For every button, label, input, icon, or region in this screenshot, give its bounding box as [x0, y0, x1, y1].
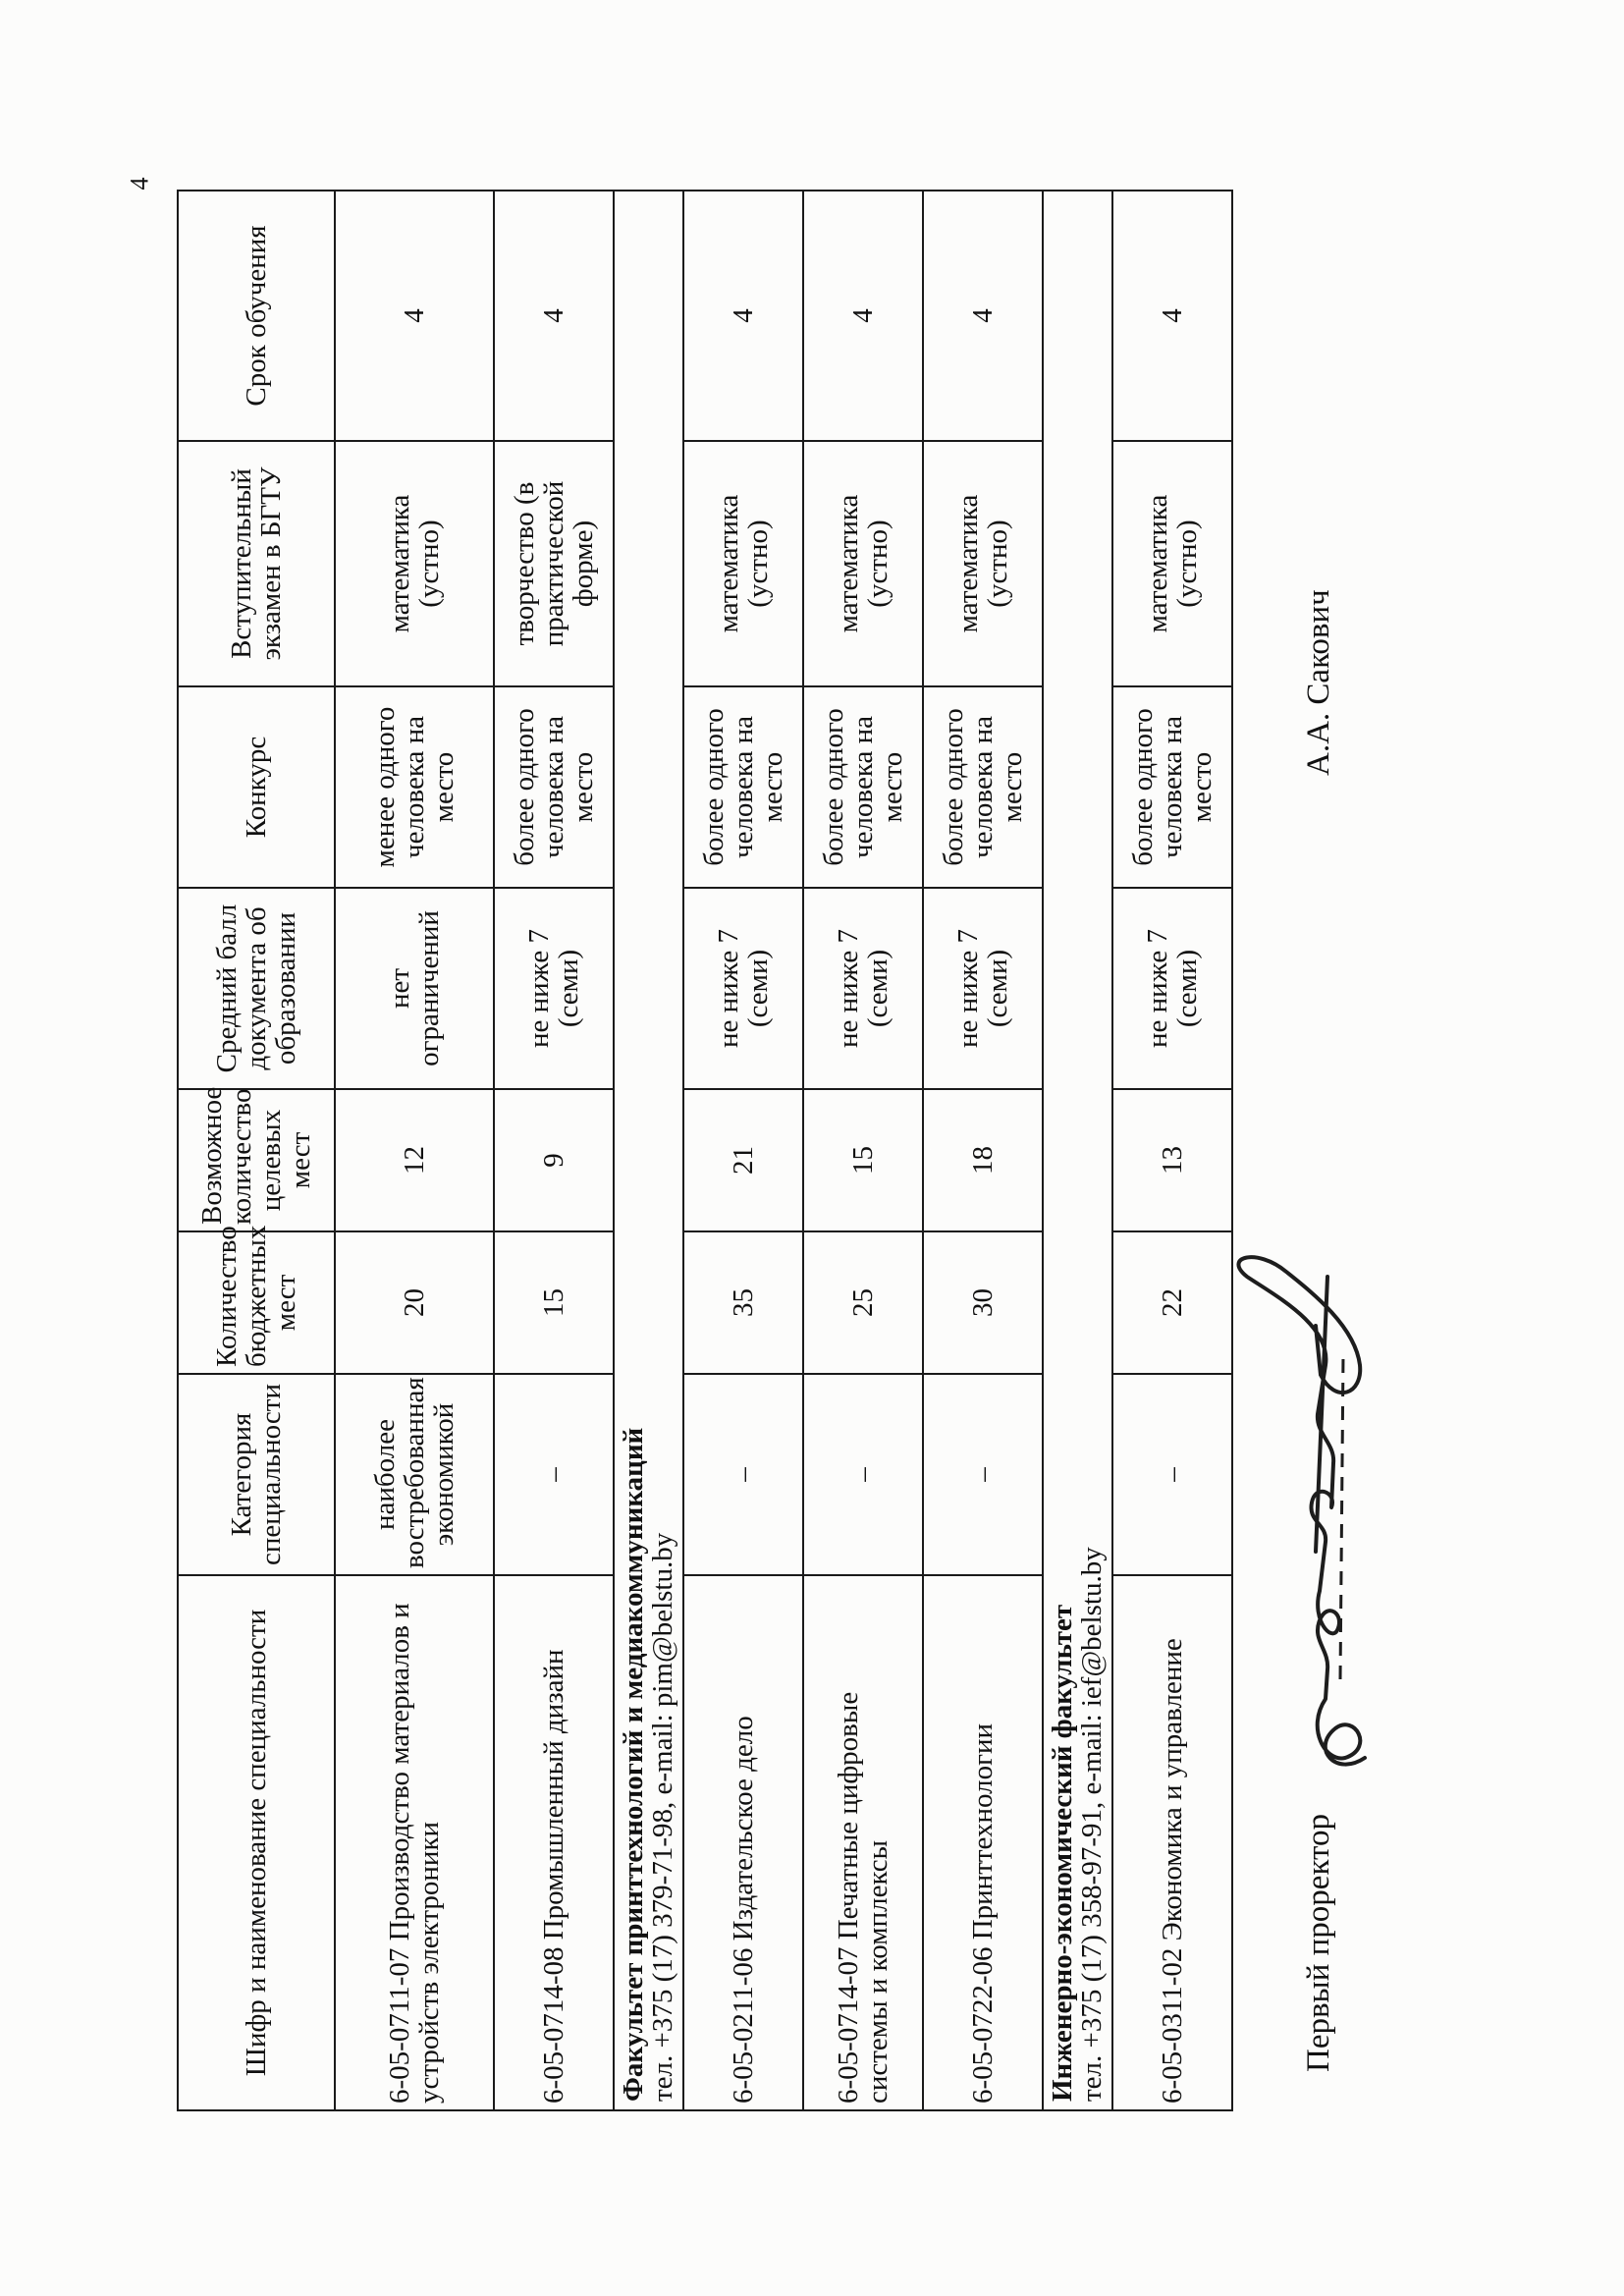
handwritten-signature	[1218, 1237, 1404, 1787]
header-target-places: Возможное количество целевых мест	[178, 1089, 335, 1231]
header-competition: Конкурс	[178, 686, 335, 888]
faculty-contact: тел. +375 (17) 358-97-91, e-mail: ief@belstu.by	[1076, 1547, 1109, 2102]
cell-competition: более одного человека на место	[803, 686, 923, 888]
cell-target-places: 13	[1112, 1089, 1232, 1231]
cell-avg-score: не ниже 7 (семи)	[683, 888, 803, 1089]
cell-code-name: 6-05-0714-08 Промышленный дизайн	[494, 1575, 614, 2110]
rotated-page-content	[177, 147, 1404, 2111]
header-budget-places: Количество бюджетных мест	[178, 1231, 335, 1374]
faculty-name: Инженерно-экономический факультет	[1046, 1604, 1078, 2102]
cell-target-places: 12	[335, 1089, 494, 1231]
cell-target-places: 15	[803, 1089, 923, 1231]
cell-duration: 4	[1112, 191, 1232, 441]
cell-avg-score: нет ограничений	[335, 888, 494, 1089]
signature-block	[1208, 191, 1404, 2111]
cell-avg-score: не ниже 7 (семи)	[494, 888, 614, 1089]
signer-name: А.А. Сакович	[1301, 589, 1336, 776]
cell-budget-places: 22	[1112, 1231, 1232, 1374]
cell-competition: более одного человека на место	[1112, 686, 1232, 888]
cell-competition: более одного человека на место	[683, 686, 803, 888]
faculty-name: Факультет принттехнологий и медиакоммуникаций	[618, 1427, 649, 2102]
cell-exam: математика (устно)	[1112, 441, 1232, 686]
cell-avg-score: не ниже 7 (семи)	[923, 888, 1043, 1089]
faculty-contact: тел. +375 (17) 379-71-98, e-mail: pim@belstu.by	[647, 1532, 679, 2102]
header-duration: Срок обучения	[178, 191, 335, 441]
cell-budget-places: 15	[494, 1231, 614, 1374]
cell-code-name: 6-05-0311-02 Экономика и управление	[1112, 1575, 1232, 2110]
cell-avg-score: не ниже 7 (семи)	[803, 888, 923, 1089]
cell-budget-places: 30	[923, 1231, 1043, 1374]
cell-category: –	[683, 1374, 803, 1575]
cell-competition: более одного человека на место	[494, 686, 614, 888]
cell-category: –	[803, 1374, 923, 1575]
table-row	[683, 191, 803, 2110]
cell-competition: менее одного человека на место	[335, 686, 494, 888]
cell-exam: математика (устно)	[923, 441, 1043, 686]
cell-budget-places: 25	[803, 1231, 923, 1374]
faculty-row	[1043, 191, 1112, 2110]
cell-category: –	[923, 1374, 1043, 1575]
header-exam: Вступительный экзамен в БГТУ	[178, 441, 335, 686]
cell-budget-places: 20	[335, 1231, 494, 1374]
table-header-row	[178, 191, 335, 2110]
cell-code-name: 6-05-0711-07 Производство материалов и устройств электроники	[335, 1575, 494, 2110]
cell-code-name: 6-05-0722-06 Принттехнологии	[923, 1575, 1043, 2110]
admission-table	[177, 190, 1233, 2111]
page-number: 4	[125, 177, 154, 191]
signer-position: Первый проректор	[1301, 1813, 1336, 2072]
cell-category: –	[494, 1374, 614, 1575]
faculty-cell	[614, 191, 683, 2110]
cell-duration: 4	[803, 191, 923, 441]
table-row	[803, 191, 923, 2110]
cell-target-places: 9	[494, 1089, 614, 1231]
cell-category: –	[1112, 1374, 1232, 1575]
cell-target-places: 18	[923, 1089, 1043, 1231]
faculty-row	[614, 191, 683, 2110]
cell-category: наиболее востребованная экономикой	[335, 1374, 494, 1575]
cell-code-name: 6-05-0714-07 Печатные цифровые системы и комплексы	[803, 1575, 923, 2110]
table-row	[335, 191, 494, 2110]
cell-exam: творчество (в практической форме)	[494, 441, 614, 686]
cell-duration: 4	[494, 191, 614, 441]
cell-avg-score: не ниже 7 (семи)	[1112, 888, 1232, 1089]
cell-exam: математика (устно)	[683, 441, 803, 686]
table-row	[923, 191, 1043, 2110]
cell-exam: математика (устно)	[803, 441, 923, 686]
cell-duration: 4	[335, 191, 494, 441]
cell-code-name: 6-05-0211-06 Издательское дело	[683, 1575, 803, 2110]
header-category: Категория специальности	[178, 1374, 335, 1575]
cell-target-places: 21	[683, 1089, 803, 1231]
header-code-name: Шифр и наименование специальности	[178, 1575, 335, 2110]
cell-exam: математика (устно)	[335, 441, 494, 686]
header-avg-score: Средний балл документа об образовании	[178, 888, 335, 1089]
cell-duration: 4	[683, 191, 803, 441]
table-row	[494, 191, 614, 2110]
cell-budget-places: 35	[683, 1231, 803, 1374]
cell-duration: 4	[923, 191, 1043, 441]
cell-competition: более одного человека на место	[923, 686, 1043, 888]
faculty-cell	[1043, 191, 1112, 2110]
